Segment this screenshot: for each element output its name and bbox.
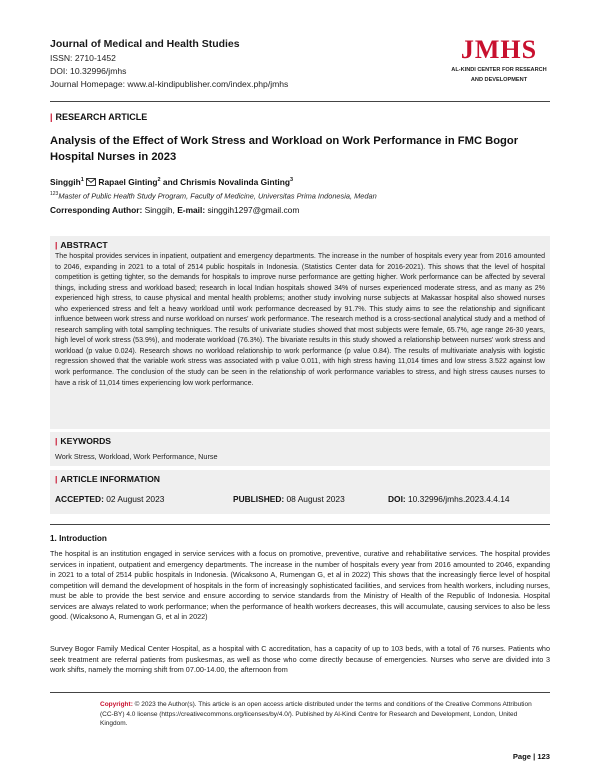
author-affil-sup: 2 xyxy=(157,177,161,184)
email-label: E-mail: xyxy=(177,205,206,215)
footer-divider xyxy=(50,692,550,693)
author-conjunction: and xyxy=(162,177,178,187)
keywords-box xyxy=(50,432,550,466)
published-date: 08 August 2023 xyxy=(286,494,345,504)
mail-icon[interactable] xyxy=(86,178,96,188)
published-label: PUBLISHED: xyxy=(233,494,285,504)
copyright-notice xyxy=(100,700,545,729)
journal-header xyxy=(50,38,410,92)
author-affil-sup: 1 xyxy=(80,177,84,184)
author-name: Singgih xyxy=(50,177,81,187)
author-name: Chrismis Novalinda Ginting xyxy=(180,177,290,187)
keywords-text: Work Stress, Workload, Work Performance, Nurse xyxy=(55,452,218,461)
doi-info xyxy=(388,494,510,504)
corresponding-author xyxy=(50,205,299,215)
body-divider xyxy=(50,524,550,525)
page-number: Page | 123 xyxy=(512,752,550,761)
author-list xyxy=(50,177,293,188)
article-info-box xyxy=(50,470,550,514)
journal-homepage: Journal Homepage: www.al-kindipublisher.com/index.php/jmhs xyxy=(50,79,289,89)
affiliation-sup: 123 xyxy=(50,191,59,197)
keywords-heading xyxy=(50,432,550,446)
abstract-box xyxy=(50,236,550,429)
logo-subtitle-1: AL-KINDI CENTER FOR RESEARCH xyxy=(451,67,547,73)
affiliation xyxy=(50,191,377,200)
logo-subtitle-2: AND DEVELOPMENT xyxy=(470,77,528,83)
accepted-label: ACCEPTED: xyxy=(55,494,104,504)
accent-bar: | xyxy=(55,436,58,446)
copyright-text: © 2023 the Author(s). This article is an open access article distributed under the terms and conditions of the Creative Commons Attribution (CC-BY) 4.0 license (https://creativecommons.org/licenses/by/4.0/). Published by Al-Kindi Centre for Research and Development, London, United Kingdom. xyxy=(100,701,532,728)
journal-issn: ISSN: 2710-1452 xyxy=(50,53,116,63)
section-heading: 1. Introduction xyxy=(50,534,107,543)
corresponding-name: Singgih, xyxy=(144,205,175,215)
journal-name: Journal of Medical and Health Studies xyxy=(50,38,240,50)
doi-link[interactable]: 10.32996/jmhs.2023.4.4.14 xyxy=(408,494,510,504)
copyright-label: Copyright: xyxy=(100,701,133,708)
logo-mark: JMHS xyxy=(460,35,538,64)
abstract-heading xyxy=(50,236,550,250)
article-type xyxy=(50,112,147,122)
abstract-heading-label: ABSTRACT xyxy=(60,240,108,250)
abstract-text: The hospital provides services in inpatient, outpatient and emergency departments. The increase in the number of hospitals every year from 2016 amounted to 2046, expanding in 2021 to a total of 2514 public hospitals in Indonesia. (Statistics Center data for 2016-2021). This shows that the level of hospital competition is getting tighter, so the demands for hospitals to improve nurse performance are getting higher. Work performance can be affected by several things, including stress and workload based; research in local Indian hospitals showed 34% of nurses experienced moderate stress, and as many as 2% experienced high stress, to cause physical and mental health problems; another study involving nurse subjects at Makassar hospital also showed nurses who experienced stress and felt a heavy workload until work performance decreased by 91.7%. This study aims to see the relationship and significant influence between work stress and nurse workload on nurses' work performance. The research method is a cross-sectional analytical study and a method of research sampling with total sampling techniques. The results of univariate studies showed that most subjects were female, 65.7%, age range 26-30 years, high level of work stress (53.9%), and moderate workload (76.3%). The bivariate results in this study showed a relationship between nurses' work stress and workload (p value 0.024). Research shows no workload relationship to work performance (p value 0.84). The results of multivariate analysis with logistic regression showed that the variable work stress was associated with p value 0.011, with high stress having 11,014 times and low stress 3.522 against low work performance. The conclusion of the study can be seen in the relationship of work performance variables to stress, and high stress causes nurses to have a risk of 11,014 times experiencing low work performance. xyxy=(55,253,545,387)
accent-bar: | xyxy=(55,474,58,484)
paper-title: Analysis of the Effect of Work Stress and Workload on Work Performance in FMC Bogor Hospital Nurses in 2023 xyxy=(50,135,519,163)
body-paragraph: The hospital is an institution engaged in service services with a focus on promotive, preventive, curative and rehabilitative services. The hospital provides services in inpatient, outpatient and emergency departments. The increase in the number of hospitals every year from 2016 amounted to 2046, expanding in 2021 to a total of 2514 public hospitals in Indonesia. (Wicaksono A, Rumengan G, et al in 2022) This shows that the increasingly fierce level of hospital competition will demand the development of hospitals in the form of increasingly sophisticated facilities, and services from health workers, including nurses, must be able to provide the best service and ensure according to service standards from the Ministry of Health of the Republic of Indonesia. Hospital services are always related to work performance; when the performance of health workers decreases, this will accumulate, causing services to also be less good. (Wicaksono A, Rumengan G, et al in 2022) xyxy=(50,549,550,621)
accent-bar: | xyxy=(55,240,58,250)
journal-doi: DOI: 10.32996/jmhs xyxy=(50,66,127,76)
accepted-info xyxy=(55,494,164,504)
article-info-heading-label: ARTICLE INFORMATION xyxy=(60,474,161,484)
author-affil-sup: 3 xyxy=(289,177,294,184)
article-info-heading xyxy=(50,470,550,484)
body-paragraph: Survey Bogor Family Medical Center Hospital, as a hospital with C accreditation, has a capacity of up to 103 beds, with a total of 76 nurses. Patients who seek treatment are referral patients from puskesmas, as well as those who come directly because of emergencies. Nurses who serve are divided into 3 work shifts, namely the morning shift from 07.00-14.00, the afternoon from xyxy=(50,644,550,674)
email-link[interactable]: singgih1297@gmail.com xyxy=(207,205,300,215)
affiliation-text: Master of Public Health Study Program, Faculty of Medicine, Universitas Prima Indonesia, Medan xyxy=(58,191,377,201)
published-info xyxy=(233,494,345,504)
keywords-heading-label: KEYWORDS xyxy=(60,436,112,446)
article-type-label: RESEARCH ARTICLE xyxy=(55,112,148,122)
author-name: Rapael Ginting xyxy=(98,177,158,187)
corresponding-label: Corresponding Author: xyxy=(50,205,143,215)
accepted-date: 02 August 2023 xyxy=(106,494,165,504)
header-divider xyxy=(50,101,550,102)
accent-bar: | xyxy=(50,112,53,122)
doi-label: DOI: xyxy=(388,494,406,504)
journal-logo xyxy=(440,36,558,84)
